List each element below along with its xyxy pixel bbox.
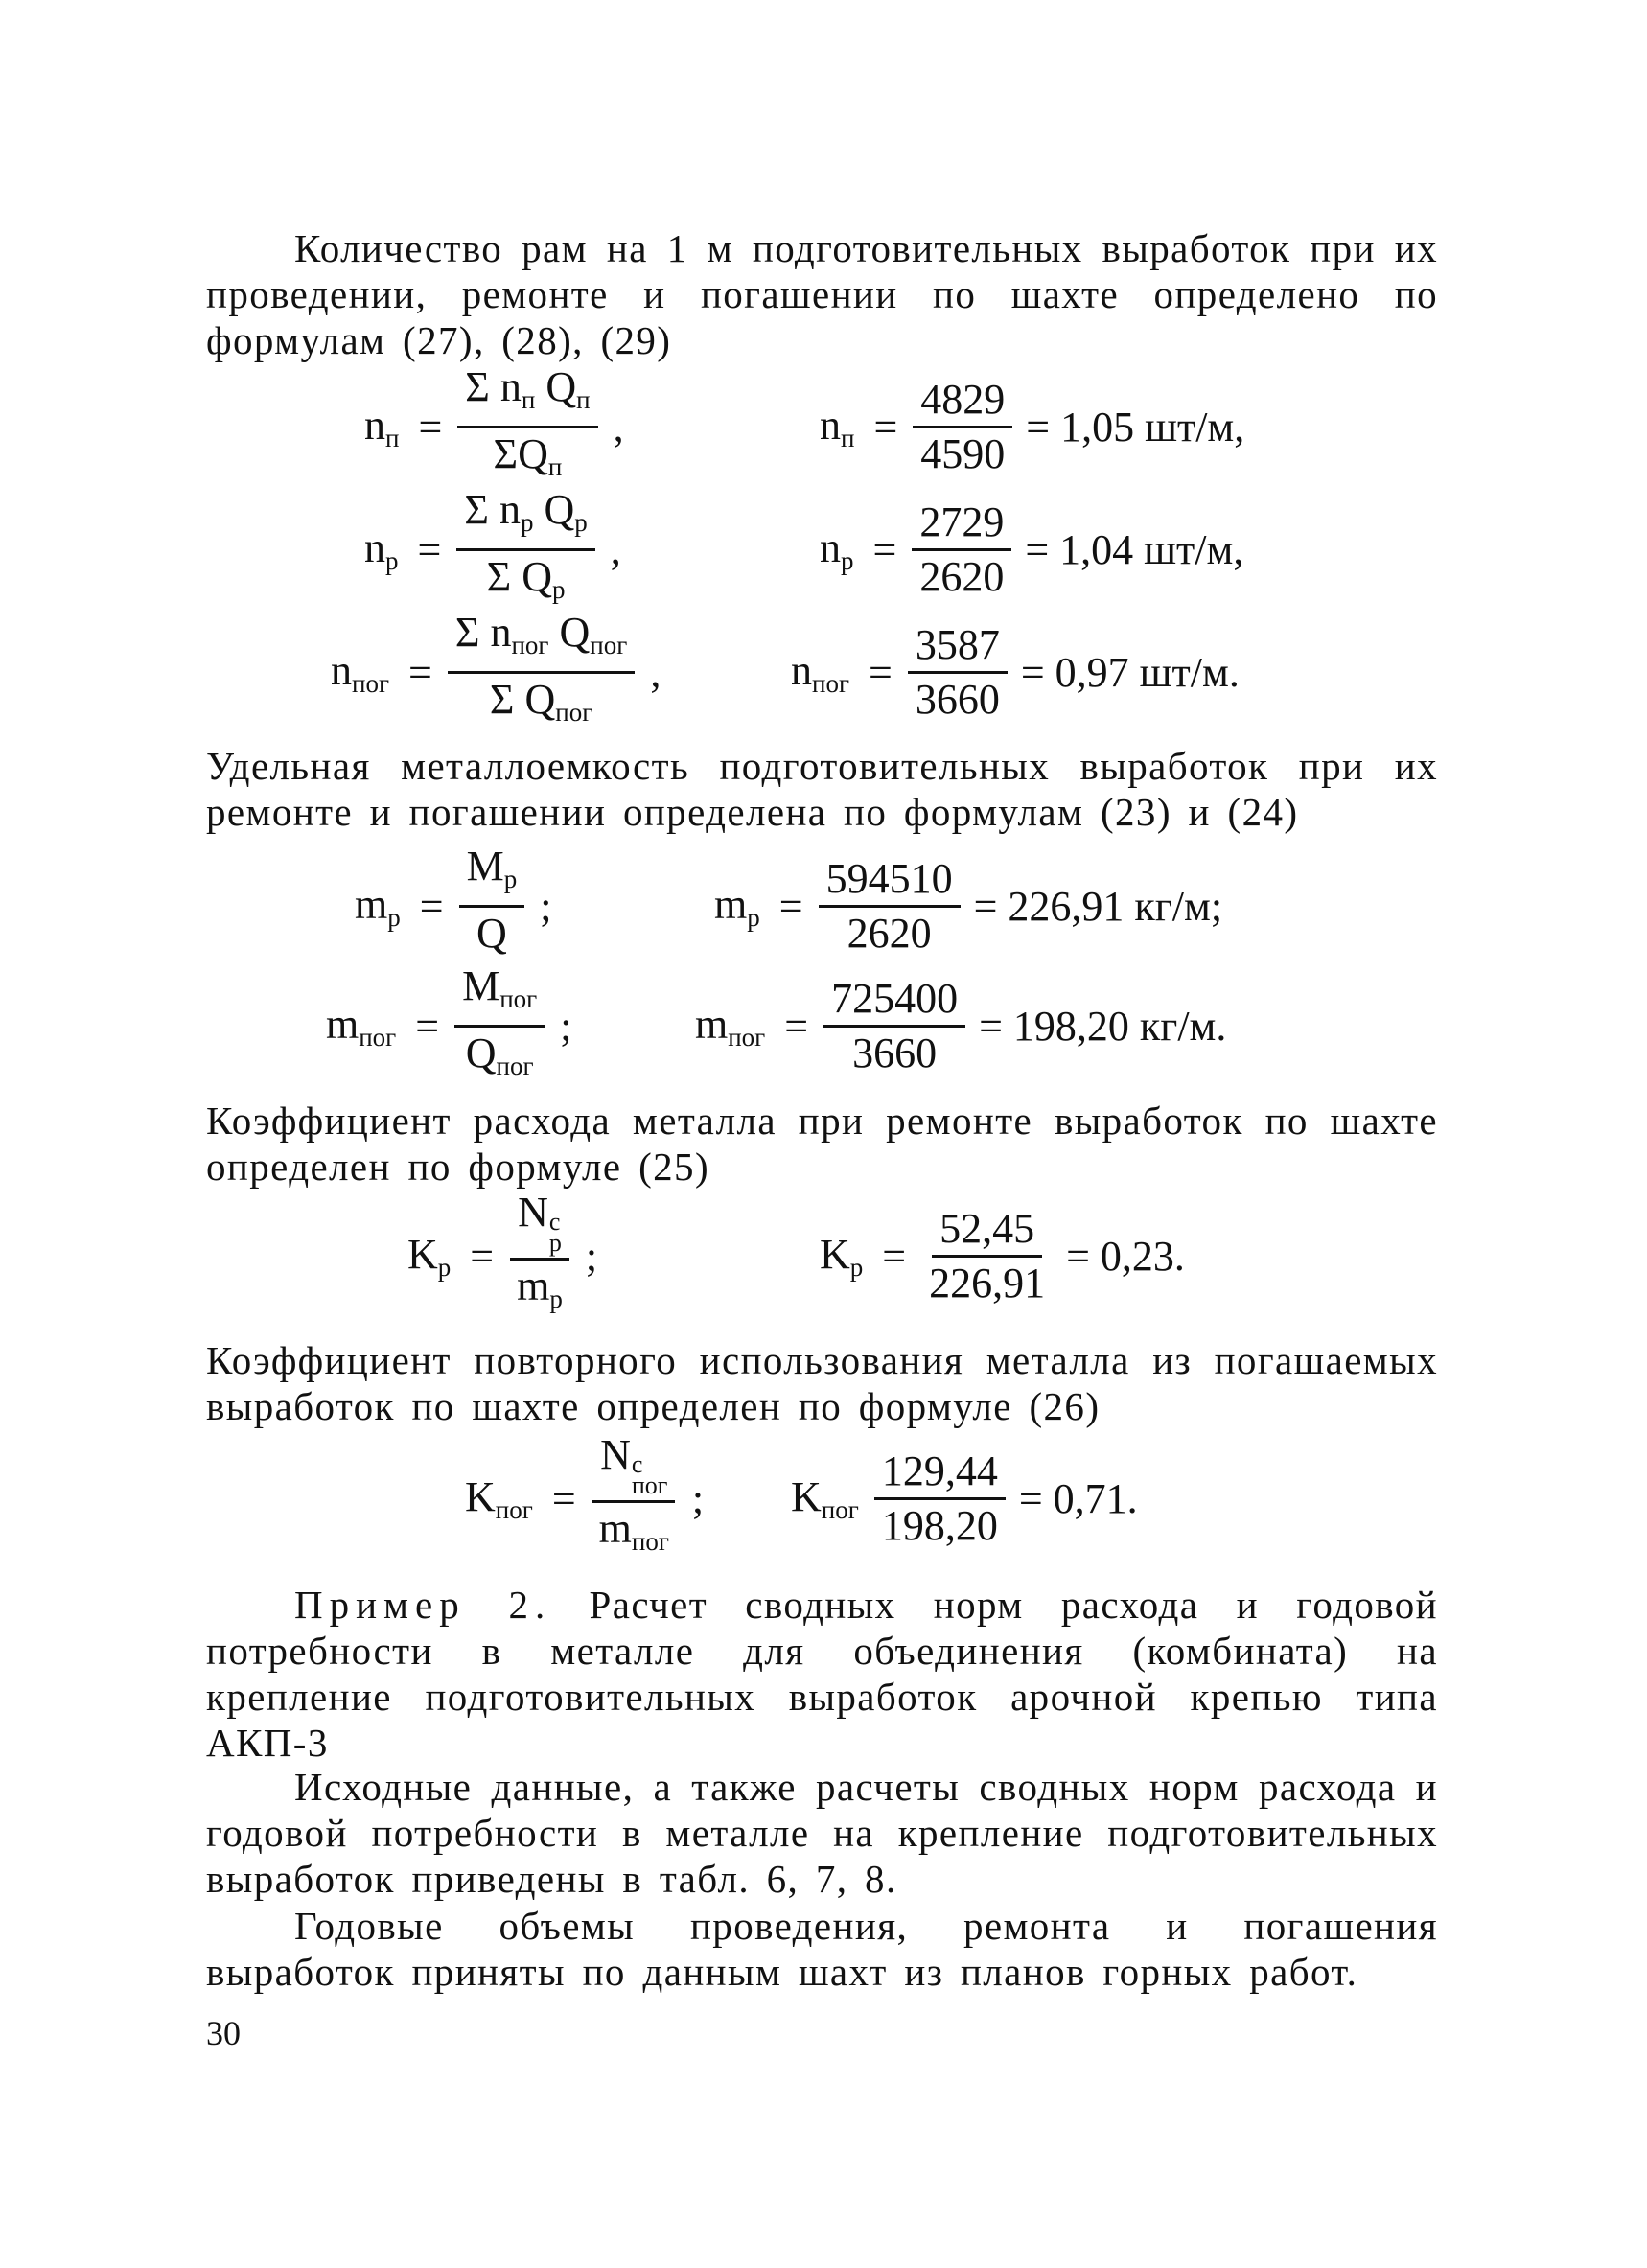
fraction: N с пог $m_{пог}$ [592,1433,677,1563]
example-heading: Пример 2. [294,1583,552,1627]
fraction: $\frac{129,44}{198,20}$ [874,1449,1006,1548]
formula-k-pog-general: $K_{пог}$ = N с пог $m_{пог}$ ; [465,1446,704,1551]
paragraph-metal-reuse-coefficient: Коэффициент повторного использования металла из погашаемых выработок по шахте определен по формуле (26) [206,1338,1438,1428]
formula-n-pog-general: $n_{пог}$ = $\frac{\Sigma n_{пог} Q_{пог}}{\Sigma Q_{пог}}$ , [331,619,661,725]
paragraph-initial-data: Исходные данные, а также расчеты сводных норм расхода и годовой потребности в металле на крепление подготовительных выработок приведены в табл. 6, 7, 8. [206,1765,1438,1901]
formula-row-m-pog [206,961,1438,1080]
formula-k-r-general: $K_р$ = N с р $m_р$ ; [407,1203,597,1308]
formula-m-r-calc: $m_р$ = $\frac{594510}{2620}$ = 226,91 кг/м; [714,854,1223,957]
fraction: $\frac{4829}{4590}$ [913,378,1012,476]
formula-n-p-calc: $n_п$ = $\frac{4829}{4590}$ = 1,05 шт/м, [820,375,1245,477]
formula-row-n-pog [206,608,1438,727]
paragraph-annual-volumes: Годовые объемы проведения, ремонта и погашения выработок приняты по данным шахт из планов горных работ. [206,1904,1438,1994]
fraction: $\frac{725400}{3660}$ [824,977,965,1076]
fraction: $\frac{M_р}{Q}$ [459,845,525,968]
formula-n-p-general: $n_п$ = $\frac{\Sigma n_п Q_п}{\Sigma Q_п}$ , [364,374,624,479]
fraction: $\frac{\Sigma n_{пог} Q_{пог}}{\Sigma Q_{пог}}$ [448,611,635,734]
formula-row-k-r [206,1189,1438,1313]
fraction: $\frac{2729}{2620}$ [912,500,1011,599]
formula-m-pog-calc: $m_{пог}$ = $\frac{725400}{3660}$ = 198,20 кг/м. [695,974,1227,1076]
fraction: N с р $m_р$ [509,1191,570,1321]
formula-row-m-r [206,842,1438,959]
fraction: $\frac{\Sigma n_р Q_р}{\Sigma Q_р}$ [456,488,594,612]
paragraph-metal-consumption-coefficient: Коэффициент расхода металла при ремонте выработок по шахте определен по формуле (25) [206,1099,1438,1189]
paragraph-example-2: Пример 2. Расчет сводных норм расхода и годовой потребности в металле для объединения (комбината) на крепление подготовительных выработок арочной крепью типа АКП-3 [206,1583,1438,1765]
paragraph-metal-intensity: Удельная металлоемкость подготовительных выработок при их ремонте и погашении определена по формулам (23) и (24) [206,744,1438,834]
formula-n-pog-calc: $n_{пог}$ = $\frac{3587}{3660}$ = 0,97 шт/м. [791,620,1240,723]
formula-n-r-general: $n_р$ = $\frac{\Sigma n_р Q_р}{\Sigma Q_р}$ , [364,497,621,602]
fraction: $\frac{3587}{3660}$ [908,623,1008,722]
formula-k-pog-calc: $K_{пог}$ $\frac{129,44}{198,20}$ = 0,71. [791,1446,1138,1549]
formula-k-r-calc: $K_р$ = $\frac{52,45}{226,91}$ = 0,23. [820,1204,1185,1307]
page-number: 30 [206,2014,241,2052]
fraction: $\frac{594510}{2620}$ [819,857,961,956]
fraction: $\frac{M_{пог}}{Q_{пог}}$ [454,964,545,1088]
formula-n-r-calc: $n_р$ = $\frac{2729}{2620}$ = 1,04 шт/м, [820,498,1244,600]
formula-row-n-r [206,485,1438,604]
formula-m-pog-general: $m_{пог}$ = $\frac{M_{пог}}{Q_{пог}}$ ; [326,973,571,1078]
paragraph-frames-count: Количество рам на 1 м подготовительных выработок при их проведении, ремонте и погашении по шахте определено по формулам (27), (28), (29) [206,226,1438,362]
formula-row-k-pog [206,1431,1438,1556]
fraction: $\frac{\Sigma n_п Q_п}{\Sigma Q_п}$ [457,365,597,489]
formula-row-n-p [206,362,1438,481]
fraction: $\frac{52,45}{226,91}$ [929,1204,1046,1307]
formula-m-r-general: $m_р$ = $\frac{M_р}{Q}$ ; [355,853,551,959]
